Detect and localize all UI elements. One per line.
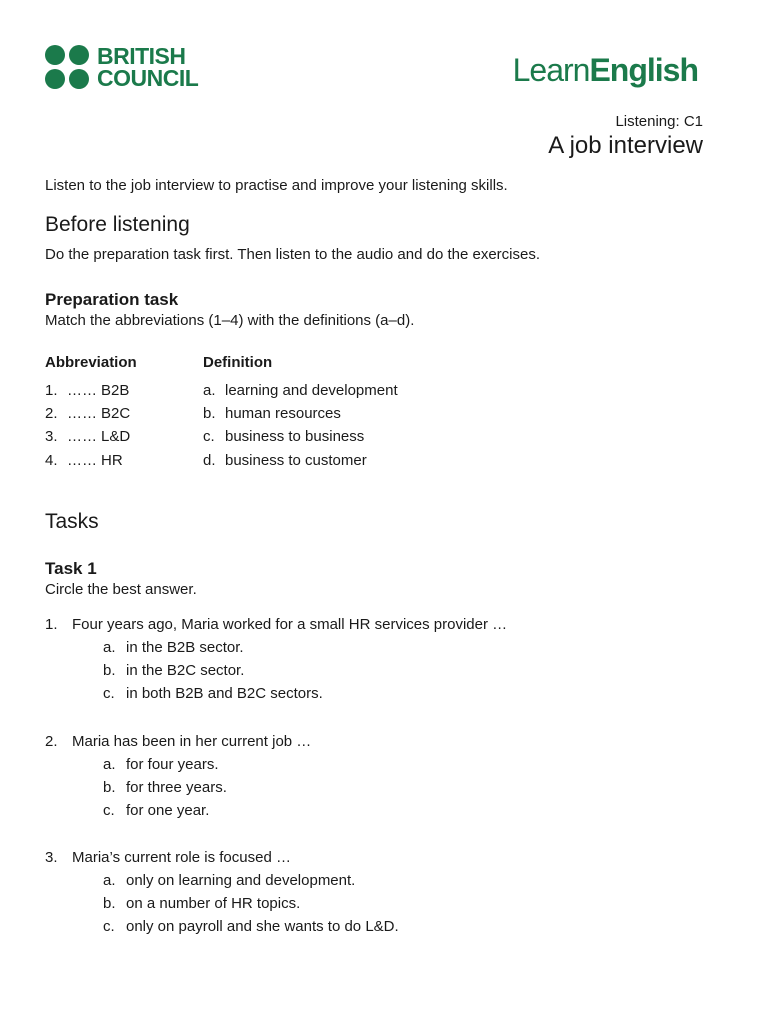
question-3: 3. Maria’s current role is focused …	[45, 849, 291, 866]
logo-learn: Learn	[512, 52, 590, 88]
question-2-option-b[interactable]: b. for three years.	[103, 779, 227, 796]
before-text: Do the preparation task first. Then listen to the audio and do the exercises.	[45, 246, 541, 263]
question-2: 2. Maria has been in her current job …	[45, 733, 312, 750]
question-1-option-c[interactable]: c. in both B2B and B2C sectors.	[103, 685, 323, 702]
definition-item: b. human resources	[203, 405, 341, 422]
question-3-option-a[interactable]: a. only on learning and development.	[103, 872, 356, 889]
level-label: Listening: C1	[615, 113, 703, 130]
page-title: A job interview	[548, 132, 703, 159]
brand-line-1: BRITISH	[97, 43, 186, 69]
definition-item: d. business to customer	[203, 452, 367, 469]
abbr-item: 2. …… B2C	[45, 405, 131, 422]
question-1-option-b[interactable]: b. in the B2C sector.	[103, 662, 245, 679]
prep-heading: Preparation task	[45, 290, 179, 309]
col-definition: Definition	[203, 354, 273, 371]
learnenglish-logo	[513, 52, 698, 89]
before-heading: Before listening	[45, 213, 190, 236]
british-council-wordmark	[97, 45, 198, 89]
abbr-item: 4. …… HR	[45, 452, 123, 469]
abbr-item: 3. …… L&D	[45, 428, 131, 445]
question-2-option-c[interactable]: c. for one year.	[103, 802, 210, 819]
intro-text: Listen to the job interview to practise and improve your listening skills.	[45, 177, 508, 194]
question-2-option-a[interactable]: a. for four years.	[103, 756, 219, 773]
question-1-option-a[interactable]: a. in the B2B sector.	[103, 639, 244, 656]
task1-heading: Task 1	[45, 559, 97, 578]
col-abbreviation: Abbreviation	[45, 354, 137, 371]
tasks-heading: Tasks	[45, 510, 99, 533]
brand-line-2: COUNCIL	[97, 65, 199, 91]
abbr-item: 1. …… B2B	[45, 382, 130, 399]
definition-item: a. learning and development	[203, 382, 398, 399]
question-3-option-b[interactable]: b. on a number of HR topics.	[103, 895, 301, 912]
logo-english: English	[589, 52, 698, 88]
british-council-dots-icon	[45, 45, 89, 89]
british-council-logo	[45, 45, 198, 89]
prep-instruction: Match the abbreviations (1–4) with the definitions (a–d).	[45, 312, 415, 329]
question-3-option-c[interactable]: c. only on payroll and she wants to do L&D.	[103, 918, 399, 935]
task1-instruction: Circle the best answer.	[45, 581, 197, 598]
definition-item: c. business to business	[203, 428, 365, 445]
question-1: 1. Four years ago, Maria worked for a small HR services provider …	[45, 616, 508, 633]
